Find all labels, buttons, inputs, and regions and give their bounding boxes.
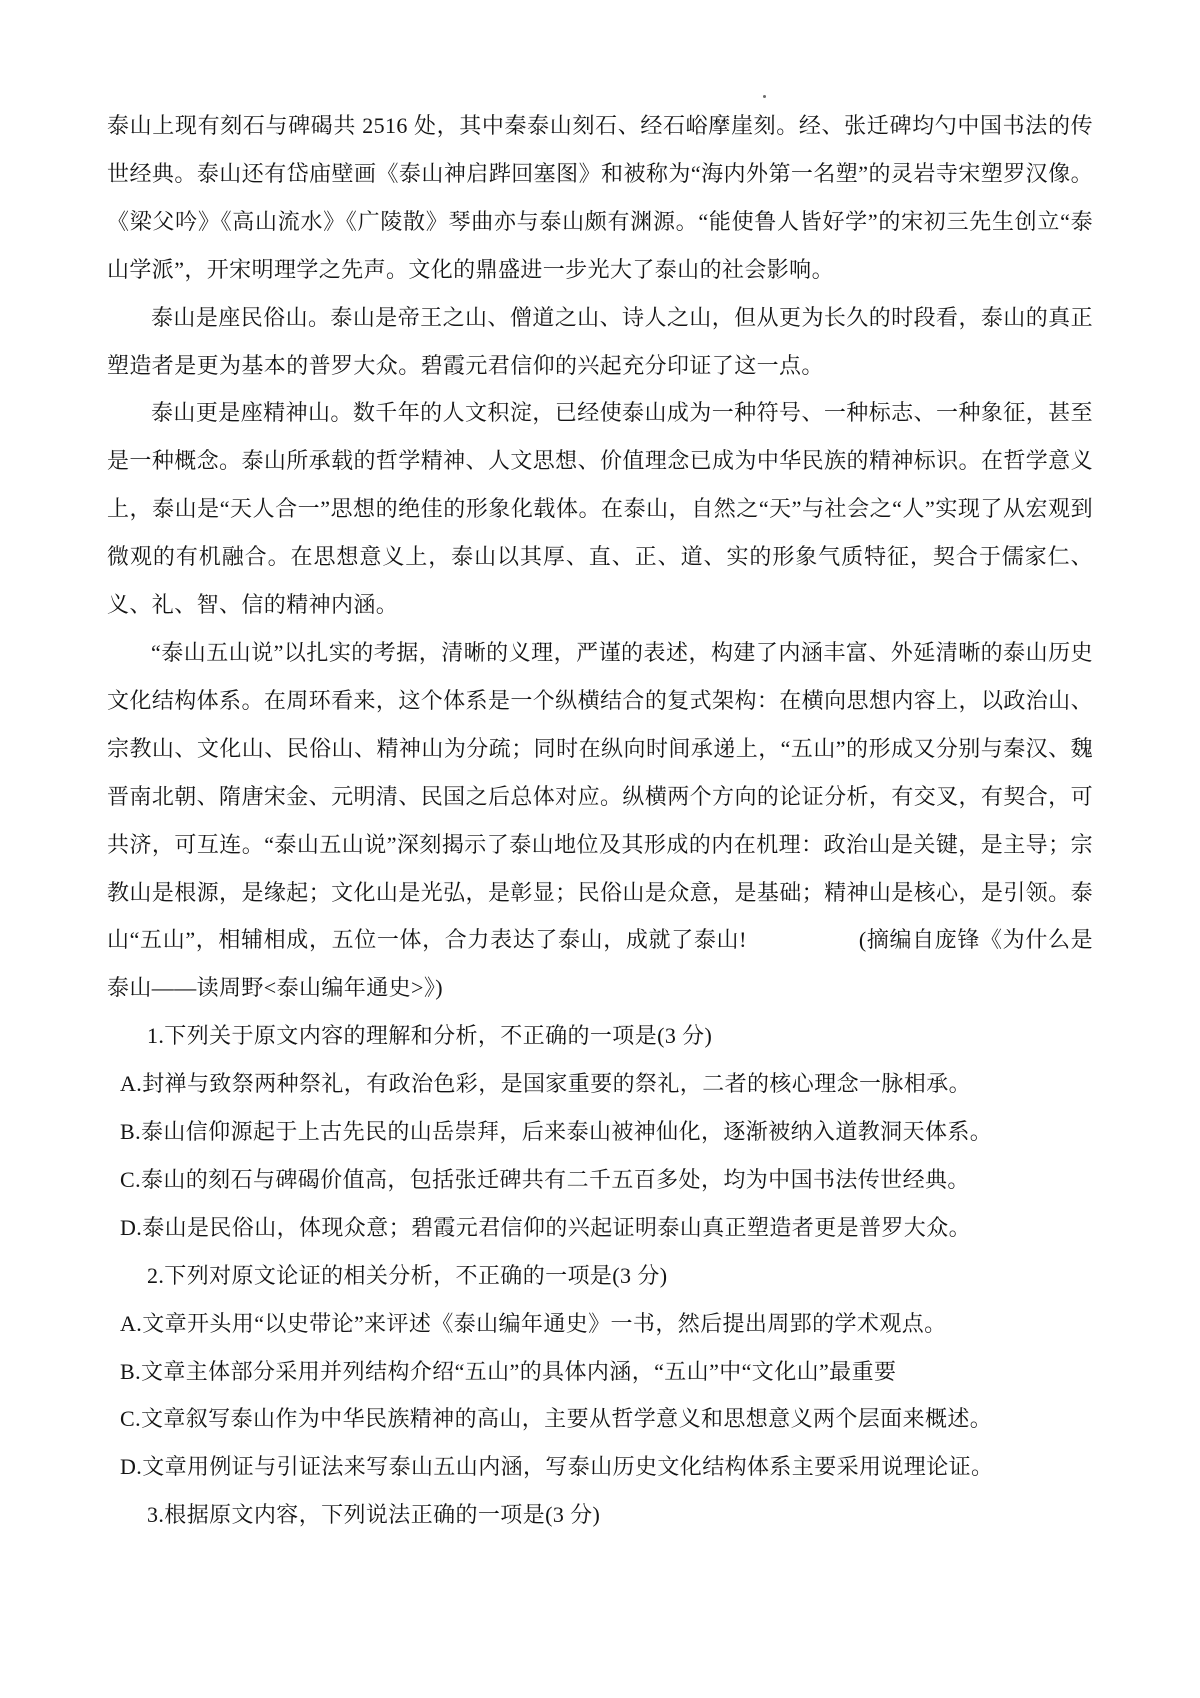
- attribution-spacer: [747, 946, 859, 947]
- body-paragraph-1: 泰山上现有刻石与碑碣共 2516 处，其中秦泰山刻石、经石峪摩崖刻。经、张迁碑均勺中国书法的传世经典。泰山还有岱庙壁画《泰山神启跸回塞图》和被称为“海内外第一名塑”的灵岩寺宋塑罗汉像。《梁父吟》《高山流水》《广陵散》琴曲亦与泰山颇有渊源。“能使鲁人皆好学”的宋初三先生创立“泰山学派”，开宋明理学之先声。文化的鼎盛进一步光大了泰山的社会影响。: [107, 113, 1093, 282]
- source-attribution: (摘编自庞锋《为什么是泰山——读周野<泰山编年通史>》): [107, 927, 1093, 1001]
- question-3-stem: 3.根据原文内容，下列说法正确的一项是(3 分): [147, 1502, 601, 1528]
- question-1-option-b: B.泰山信仰源起于上古先民的山岳崇拜，后来泰山被神仙化，逐渐被纳入道教洞天体系。: [120, 1119, 993, 1145]
- question-2-option-c: C.文章叙写泰山作为中华民族精神的高山，主要从哲学意义和思想意义两个层面来概述。: [120, 1406, 993, 1432]
- body-paragraph-4: [107, 629, 1093, 1012]
- document-page: [107, 102, 1093, 1539]
- question-1-stem: 1.下列关于原文内容的理解和分析，不正确的一项是(3 分): [147, 1023, 713, 1049]
- question-2-option-b: B.文章主体部分采用并列结构介绍“五山”的具体内涵，“五山”中“文化山”最重要: [120, 1358, 897, 1384]
- question-1-option-a: A.封禅与致祭两种祭礼，有政治色彩，是国家重要的祭礼，二者的核心理念一脉相承。: [120, 1071, 971, 1097]
- question-1-option-d: D.泰山是民俗山，体现众意；碧霞元君信仰的兴起证明泰山真正塑造者更是普罗大众。: [120, 1214, 971, 1240]
- body-paragraph-2: 泰山是座民俗山。泰山是帝王之山、僧道之山、诗人之山，但从更为长久的时段看，泰山的真正塑造者是更为基本的普罗大众。碧霞元君信仰的兴起充分印证了这一点。: [107, 304, 1093, 378]
- question-2-option-d: D.文章用例证与引证法来写泰山五山内涵，写泰山历史文化结构体系主要采用说理论证。: [120, 1454, 994, 1480]
- body-paragraph-4-text: “泰山五山说”以扎实的考据，清晰的义理，严谨的表述，构建了内涵丰富、外延清晰的泰山历史文化结构体系。在周环看来，这个体系是一个纵横结合的复式架构：在横向思想内容上，以政治山、宗教山、文化山、民俗山、精神山为分疏；同时在纵向时间承递上，“五山”的形成又分别与秦汉、魏晋南北朝、隋唐宋金、元明清、民国之后总体对应。纵横两个方向的论证分析，有交叉，有契合，可共济，可互连。“泰山五山说”深刻揭示了泰山地位及其形成的内在机理：政治山是关键，是主导；宗教山是根源，是缘起；文化山是光弘，是彰显；民俗山是众意，是基础；精神山是核心，是引领。泰山“五山”，相辅相成，五位一体，合力表达了泰山，成就了泰山!: [107, 639, 1093, 953]
- question-1-option-c: C.泰山的刻石与碑碣价值高，包括张迁碑共有二千五百多处，均为中国书法传世经典。: [120, 1166, 970, 1192]
- question-2-option-a: A.文章开头用“以史带论”来评述《泰山编年通史》一书，然后提出周郢的学术观点。: [120, 1310, 947, 1336]
- question-2-stem: 2.下列对原文论证的相关分析，不正确的一项是(3 分): [147, 1262, 668, 1288]
- stray-mark: [763, 95, 766, 98]
- body-paragraph-3: 泰山更是座精神山。数千年的人文积淀，已经使泰山成为一种符号、一种标志、一种象征，甚至是一种概念。泰山所承载的哲学精神、人文思想、价值理念已成为中华民族的精神标识。在哲学意义上，泰山是“天人合一”思想的绝佳的形象化载体。在泰山，自然之“天”与社会之“人”实现了从宏观到微观的有机融合。在思想意义上，泰山以其厚、直、正、道、实的形象气质特征，契合于儒家仁、义、礼、智、信的精神内涵。: [107, 400, 1093, 618]
